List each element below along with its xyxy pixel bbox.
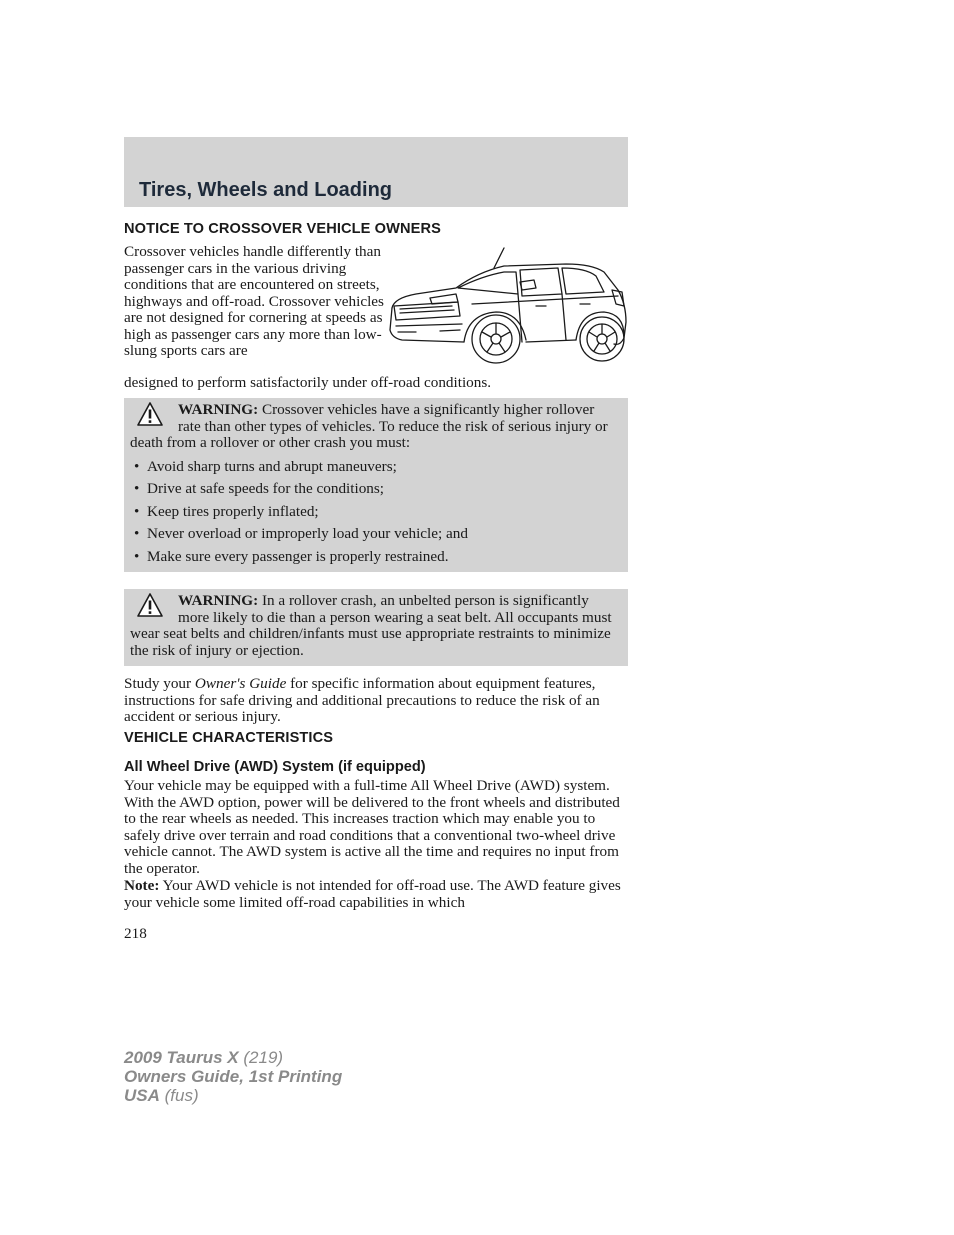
warning-triangle-icon bbox=[136, 401, 164, 427]
document-footer bbox=[124, 1048, 342, 1105]
note-text: Your AWD vehicle is not intended for off-road use. The AWD feature gives your vehicle some limited off-road capabilities in which bbox=[124, 877, 621, 911]
study-guide-paragraph bbox=[124, 676, 628, 726]
warning-body: Crossover vehicles have a significantly higher rollover rate than other types of vehicles. To reduce the risk of serious injury or death from a rollover or other crash you must: bbox=[130, 401, 608, 451]
warning-bullet-list bbox=[130, 459, 620, 566]
section-header-band bbox=[124, 137, 628, 207]
awd-paragraph: Your vehicle may be equipped with a full-time All Wheel Drive (AWD) system. With the AWD option, power will be delivered to the front wheels and distributed to the rear wheels as needed. This increases traction which may enable you to safely drive over terrain and road conditions that a conventional two-wheel drive vehicle cannot. The AWD system is active all the time and requires no input from the operator. bbox=[124, 777, 620, 877]
footer-model-code: (219) bbox=[238, 1048, 284, 1067]
owners-guide-title: Owner's Guide bbox=[194, 675, 287, 692]
intro-paragraph-continued: designed to perform satisfactorily under off-road conditions. bbox=[124, 374, 492, 391]
section-heading-vehicle-characteristics: VEHICLE CHARACTERISTICS bbox=[124, 730, 334, 746]
warning-label: WARNING: bbox=[178, 401, 259, 418]
crossover-vehicle-illustration bbox=[386, 246, 630, 364]
footer-line-printing: Owners Guide, 1st Printing bbox=[124, 1067, 343, 1086]
list-item: • Never overload or improperly load your vehicle; and bbox=[130, 526, 620, 543]
awd-note-paragraph bbox=[124, 878, 628, 911]
footer-market-code: (fus) bbox=[159, 1086, 199, 1105]
warning-text bbox=[130, 402, 620, 452]
list-item: • Avoid sharp turns and abrupt maneuvers; bbox=[130, 459, 620, 476]
warning-box-seatbelt bbox=[124, 589, 628, 666]
study-text-before: Study your bbox=[124, 675, 195, 692]
warning-text bbox=[130, 593, 620, 659]
list-item: • Keep tires properly inflated; bbox=[130, 504, 620, 521]
page-number: 218 bbox=[124, 925, 147, 942]
section-heading-crossover: NOTICE TO CROSSOVER VEHICLE OWNERS bbox=[124, 221, 441, 237]
footer-model: 2009 Taurus X bbox=[124, 1048, 239, 1067]
warning-body: In a rollover crash, an unbelted person is significantly more likely to die than a person wearing a seat belt. All occupants must wear seat belts and children/infants must use appropriate restraints to minimize the risk of injury or ejection. bbox=[130, 592, 612, 659]
intro-paragraph: Crossover vehicles handle differently than passenger cars in the various driving conditions that are encountered on streets, highways and off-road. Crossover vehicles are not designed for cornering at speeds as high as passenger cars any more than low-slung sports cars are bbox=[124, 243, 384, 359]
footer-line-market bbox=[124, 1086, 342, 1105]
page-title: Tires, Wheels and Loading bbox=[139, 179, 393, 201]
study-text-after: for specific information about equipment features, instructions for safe driving and additional precautions to reduce the risk of an accident or serious injury. bbox=[124, 675, 600, 725]
warning-box-rollover bbox=[124, 398, 628, 572]
warning-label: WARNING: bbox=[178, 592, 259, 609]
warning-triangle-icon bbox=[136, 592, 164, 618]
list-item: • Drive at safe speeds for the conditions; bbox=[130, 481, 620, 498]
footer-market: USA bbox=[124, 1086, 160, 1105]
subheading-awd: All Wheel Drive (AWD) System (if equipped) bbox=[124, 759, 426, 775]
footer-line-model bbox=[124, 1048, 342, 1067]
note-label: Note: bbox=[124, 877, 160, 894]
list-item: • Make sure every passenger is properly restrained. bbox=[130, 549, 620, 566]
